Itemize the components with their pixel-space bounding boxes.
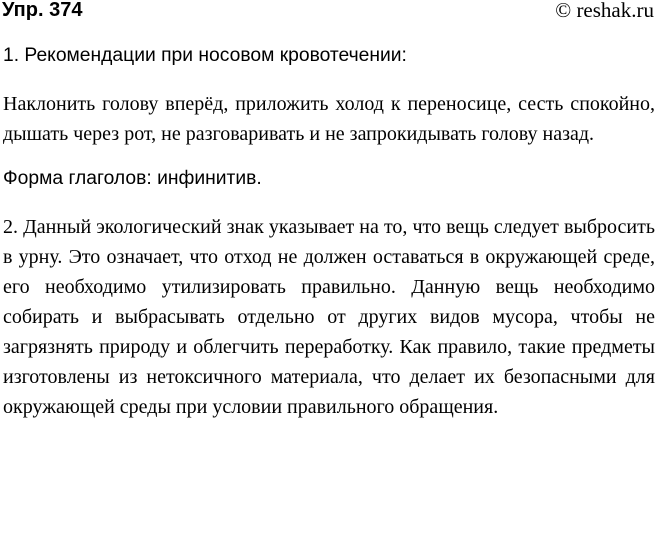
- section-2-text: 2. Данный экологический знак указывает на то, что вещь следует выбросить в урну. Это означает, что отход не должен оставаться в окружающей среде, его необходимо утилизировать правильно. Данную вещь необходимо собирать и выбрасывать отдельно от других видов мусора, чтобы не загрязнять природу и облегчить переработку. Как правило, такие предметы изготовлены из нетоксичного материала, что делает их безопасными для окружающей среды при условии правильного обращения.: [3, 216, 655, 418]
- verb-form-note: Форма глаголов: инфинитив.: [3, 168, 262, 189]
- source-watermark: © reshak.ru: [555, 0, 654, 22]
- exercise-title: Упр. 374: [2, 0, 83, 21]
- answer-content: [3, 41, 655, 422]
- section-1-text: Наклонить голову вперёд, приложить холод к переносице, сесть спокойно, дышать через рот, не разговаривать и не запрокидывать голову назад.: [3, 93, 655, 145]
- section-1-heading: 1. Рекомендации при носовом кровотечении:: [3, 45, 407, 66]
- page-header: [0, 0, 658, 26]
